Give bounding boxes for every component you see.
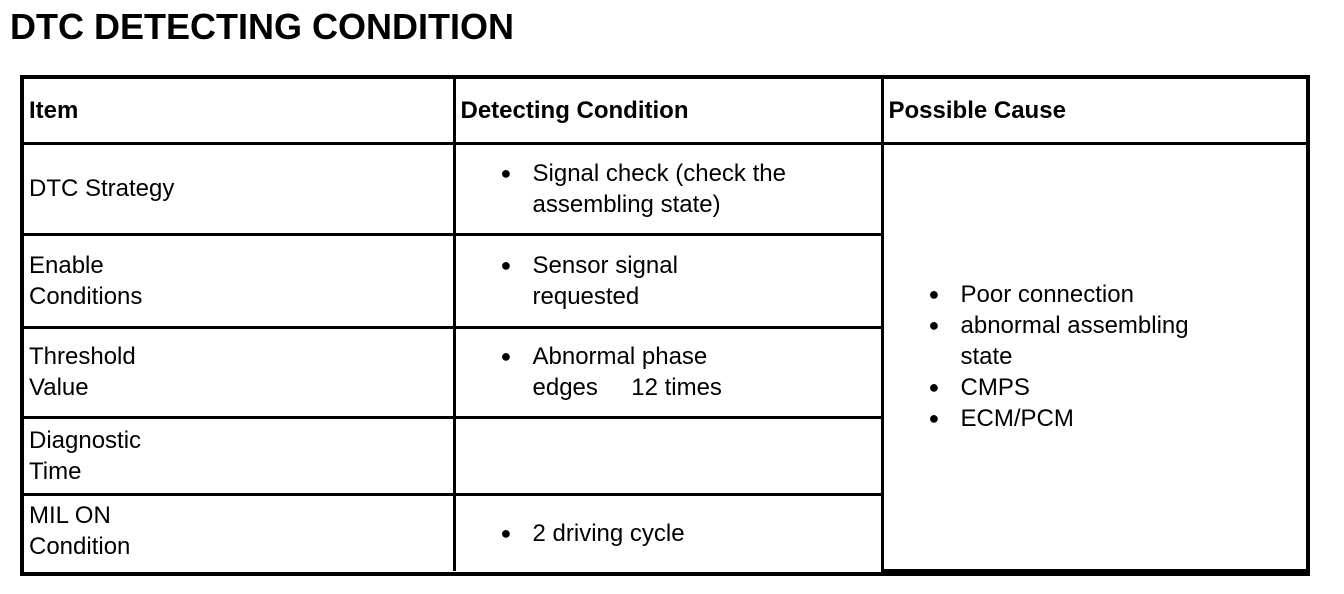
item-label: Time [29, 458, 82, 486]
page-title: DTC DETECTING CONDITION [10, 6, 514, 47]
condition-cell [454, 143, 882, 234]
header-possible-cause: Possible Cause [882, 79, 1306, 143]
condition-cell [454, 495, 882, 571]
item-label: Conditions [29, 282, 143, 310]
item-label: Diagnostic [29, 427, 142, 455]
condition-list [461, 341, 771, 403]
item-label: MIL ON [29, 502, 111, 530]
item-label: Enable [29, 251, 104, 279]
item-label: DTC Strategy [29, 175, 175, 203]
possible-cause-list [889, 279, 1247, 434]
dtc-condition-table [24, 79, 1306, 572]
item-label: Value [29, 374, 89, 402]
item-cell [24, 495, 454, 571]
table-row [24, 143, 1306, 234]
cause-item: ● Poor connection [889, 279, 1247, 310]
cause-item: ● CMPS [889, 372, 1247, 403]
possible-cause-cell [882, 143, 1306, 570]
item-cell [24, 418, 454, 495]
condition-cell [454, 327, 882, 418]
condition-item: ● 2 driving cycle [461, 518, 877, 549]
item-label: Condition [29, 533, 131, 561]
condition-item: ● Abnormal phase edges 12 times [461, 341, 771, 403]
condition-list [461, 158, 821, 220]
condition-list [461, 518, 877, 549]
item-label: Threshold [29, 343, 136, 371]
condition-cell [454, 234, 882, 327]
cause-item: ● ECM/PCM [889, 403, 1247, 434]
header-item: Item [24, 79, 454, 143]
condition-item: ● Signal check (check the assembling state) [461, 158, 821, 220]
item-cell [24, 327, 454, 418]
condition-item: ● Sensor signal requested [461, 250, 741, 312]
condition-cell-empty [454, 418, 882, 495]
table-header-row [24, 79, 1306, 143]
dtc-table-frame [20, 75, 1310, 576]
header-detecting-condition: Detecting Condition [454, 79, 882, 143]
item-cell [24, 234, 454, 327]
cause-item: ● abnormal assembling state [889, 310, 1247, 372]
item-cell [24, 143, 454, 234]
condition-list [461, 250, 741, 312]
